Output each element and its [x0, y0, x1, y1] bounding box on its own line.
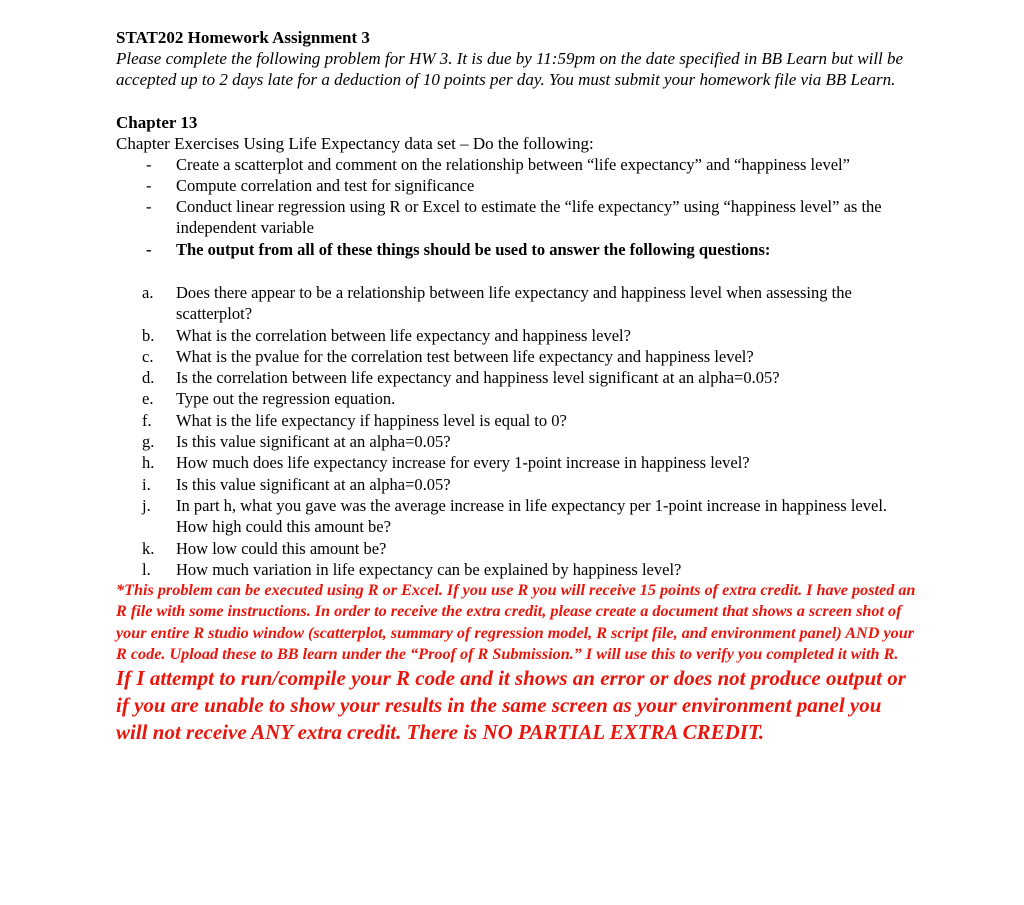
question-item: h. How much does life expectancy increase for every 1-point increase in happiness level? [142, 453, 750, 473]
question-item: l. How much variation in life expectancy can be explained by happiness level? [142, 559, 682, 579]
chapter-title: Chapter 13 [116, 113, 198, 132]
question-item: d. Is the correlation between life expectancy and happiness level significant at an alpha=0.05? [142, 368, 780, 388]
question-item: f. What is the life expectancy if happiness level is equal to 0? [142, 410, 567, 430]
question-list [116, 282, 916, 580]
question-item: c. What is the pvalue for the correlation test between life expectancy and happiness level? [142, 346, 754, 366]
assignment-title: STAT202 Homework Assignment 3 [116, 28, 370, 47]
task-list [116, 154, 916, 260]
question-item: j. In part h, what you gave was the average increase in life expectancy per 1-point increase in happiness level. How high could this amount be? [142, 495, 888, 537]
question-item: i. Is this value significant at an alpha=0.05? [142, 474, 451, 494]
question-item: b. What is the correlation between life expectancy and happiness level? [142, 325, 631, 345]
chapter-description: Chapter Exercises Using Life Expectancy data set – Do the following: [116, 134, 594, 153]
task-item: - Create a scatterplot and comment on the relationship between “life expectancy” and “happiness level” [146, 155, 850, 174]
question-item: a. Does there appear to be a relationship between life expectancy and happiness level when assessing the scatterplot? [142, 283, 852, 324]
question-item: e. Type out the regression equation. [142, 389, 396, 409]
assignment-intro: Please complete the following problem for HW 3. It is due by 11:59pm on the date specified in BB Learn but will be accepted up to 2 days late for a deduction of 10 points per day. You must submit your homework file via BB Learn. [116, 49, 904, 89]
extra-credit-warning: If I attempt to run/compile your R code and it shows an error or does not produce output or if you are unable to show your results in the same screen as your environment panel you will not receive ANY extra credit. There is NO PARTIAL EXTRA CREDIT. [116, 665, 906, 744]
extra-credit-note: *This problem can be executed using R or Excel. If you use R you will receive 15 points of extra credit. I have posted an R file with some instructions. In order to receive the extra credit, please create a document that shows a screen shot of your entire R studio window (scatterplot, summary of regression model, R script file, and environment panel) AND your R code. Upload these to BB learn under the “Proof of R Submission.” I will use this to verify you completed it with R. [116, 581, 916, 663]
task-item: - The output from all of these things should be used to answer the following questions: [146, 240, 771, 259]
question-item: g. Is this value significant at an alpha=0.05? [142, 432, 451, 452]
task-item: - Compute correlation and test for significance [146, 176, 475, 195]
task-item: - Conduct linear regression using R or Excel to estimate the “life expectancy” using “happiness level” as the independent variable [146, 197, 882, 237]
question-item: k. How low could this amount be? [142, 538, 387, 558]
document-page [116, 28, 916, 746]
